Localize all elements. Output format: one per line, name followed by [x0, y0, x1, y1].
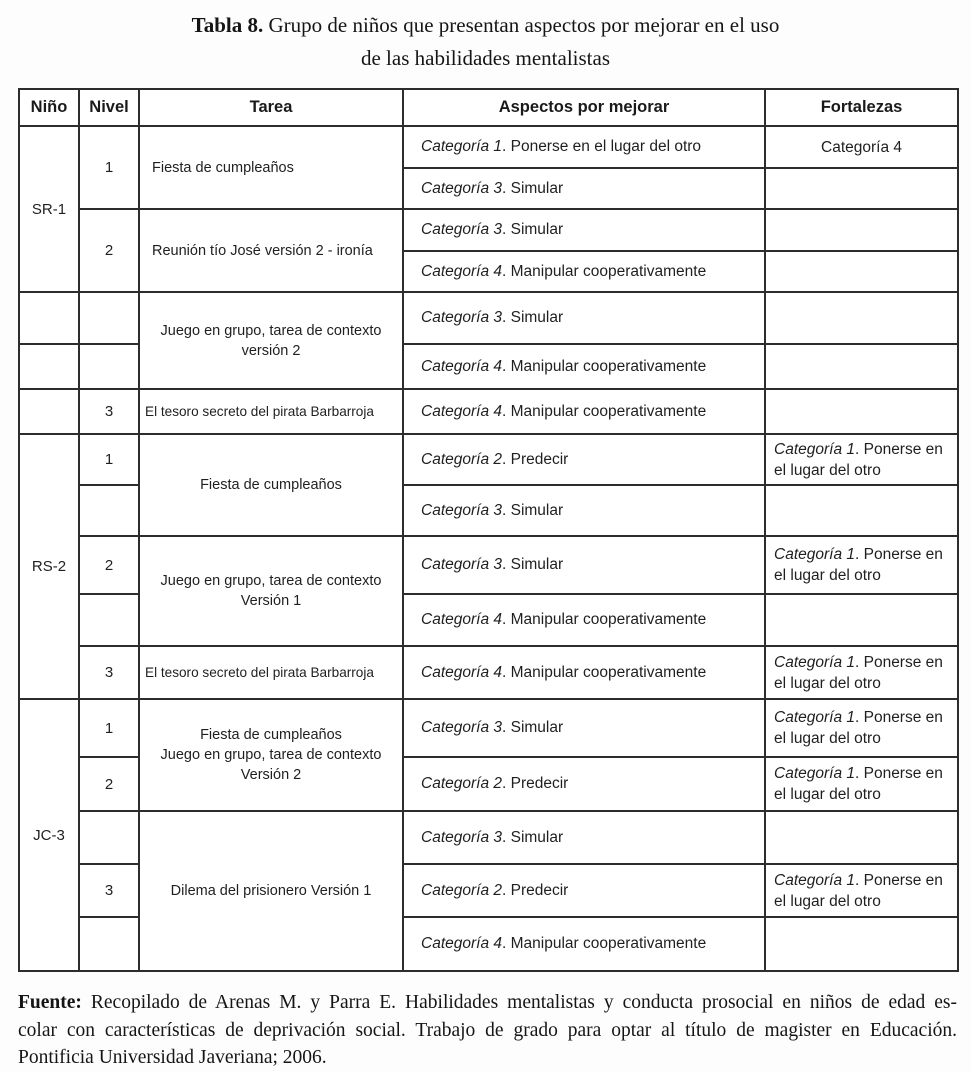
table-row — [19, 811, 958, 864]
nino-cell: JC-3 — [19, 699, 79, 971]
source-note — [18, 989, 957, 1072]
empty-cell — [19, 389, 79, 434]
aspecto-cell — [403, 536, 765, 594]
tarea-line: Versión 1 — [240, 593, 302, 609]
categoria-label: Categoría 3 — [421, 309, 502, 326]
tarea-cell: El tesoro secreto del pirata Barbarroja — [139, 389, 403, 434]
aspecto-text: . Simular — [502, 828, 564, 846]
tarea-line: Dilema del prisionero Versión 1 — [170, 883, 372, 899]
categoria-label: Categoría 3 — [421, 501, 502, 519]
fortaleza-text: . Ponerse en el lugar del otro — [774, 653, 943, 692]
tarea-line: versión 2 — [241, 342, 301, 359]
empty-cell — [79, 292, 139, 344]
categoria-label: Categoría 1 — [774, 546, 855, 563]
nivel-cell: 3 — [79, 389, 139, 434]
aspecto-cell — [403, 126, 765, 168]
tarea-line: Juego en grupo, tarea de contexto — [160, 322, 382, 339]
aspecto-text: . Predecir — [502, 775, 569, 792]
fortaleza-cell — [765, 536, 958, 594]
categoria-label: Categoría 4 — [421, 357, 502, 375]
empty-cell — [765, 485, 958, 536]
categoria-label: Categoría 1 — [774, 709, 855, 726]
tarea-line: Fiesta de cumpleaños — [200, 477, 342, 493]
fortaleza-cell — [765, 646, 958, 699]
aspecto-text: . Simular — [502, 501, 564, 519]
categoria-label: Categoría 2 — [421, 775, 502, 792]
categoria-label: Categoría 3 — [421, 719, 502, 736]
column-header-nivel: Nivel — [79, 89, 139, 126]
title-text: Grupo de niños que presentan aspectos por mejorar en el uso — [268, 13, 780, 37]
aspecto-text: . Manipular cooperativamente — [502, 262, 707, 280]
tarea-cell — [139, 292, 403, 389]
nivel-cell: 2 — [79, 536, 139, 594]
empty-cell — [19, 292, 79, 344]
nivel-cell: 2 — [79, 757, 139, 811]
categoria-label: Categoría 2 — [421, 881, 502, 899]
fortaleza-text: . Ponerse en el lugar del otro — [774, 765, 943, 803]
tarea-cell — [139, 699, 403, 811]
tarea-line: Fiesta de cumpleaños — [200, 727, 342, 743]
nivel-cell: 3 — [79, 646, 139, 699]
categoria-label: Categoría 3 — [421, 556, 502, 573]
page-title — [10, 9, 961, 75]
aspecto-text: . Predecir — [502, 881, 569, 899]
aspecto-cell — [403, 757, 765, 811]
aspecto-text: . Manipular cooperativamente — [502, 402, 707, 420]
aspecto-cell — [403, 811, 765, 864]
table-row — [19, 209, 958, 251]
table-row — [19, 389, 958, 434]
nivel-cell: 2 — [79, 209, 139, 292]
aspecto-cell — [403, 434, 765, 485]
aspecto-cell — [403, 594, 765, 646]
tarea-cell: Fiesta de cumpleaños — [139, 126, 403, 209]
table-row — [19, 434, 958, 485]
tarea-line: Juego en grupo, tarea de contexto — [160, 747, 382, 763]
empty-cell — [765, 251, 958, 292]
fortaleza-cell — [765, 757, 958, 811]
categoria-label: Categoría 1 — [421, 138, 502, 155]
aspecto-text: . Predecir — [502, 450, 569, 468]
empty-cell — [765, 594, 958, 646]
empty-cell — [79, 917, 139, 971]
aspecto-text: . Simular — [502, 179, 564, 197]
tarea-cell — [139, 434, 403, 536]
tarea-cell — [139, 811, 403, 971]
aspecto-text: . Simular — [502, 221, 564, 238]
header-row — [19, 89, 958, 126]
nino-cell: SR-1 — [19, 126, 79, 292]
title-line-2: de las habilidades mentalistas — [360, 46, 611, 70]
categoria-label: Categoría 1 — [774, 653, 855, 671]
tarea-line: Versión 2 — [240, 767, 302, 783]
empty-cell — [765, 811, 958, 864]
fortaleza-text: . Ponerse en el lugar del otro — [774, 546, 943, 584]
column-header-nino: Niño — [19, 89, 79, 126]
empty-cell — [19, 344, 79, 389]
fortaleza-text: . Ponerse en el lugar del otro — [774, 440, 943, 479]
nino-cell: RS-2 — [19, 434, 79, 699]
fortaleza-text: . Ponerse en el lugar del otro — [774, 871, 943, 910]
title-line-1 — [10, 9, 961, 42]
source-line-1 — [18, 989, 957, 1017]
fortaleza-cell — [765, 434, 958, 485]
aspecto-cell — [403, 389, 765, 434]
aspecto-text: . Manipular cooperativamente — [502, 611, 707, 628]
table-row — [19, 536, 958, 594]
column-header-aspectos: Aspectos por mejorar — [403, 89, 765, 126]
nivel-cell: 1 — [79, 699, 139, 757]
aspecto-cell — [403, 864, 765, 917]
fortaleza-cell: Categoría 4 — [765, 126, 958, 168]
tarea-cell — [139, 536, 403, 646]
table-row — [19, 646, 958, 699]
aspecto-cell — [403, 168, 765, 209]
categoria-label: Categoría 4 — [421, 663, 502, 681]
nivel-cell: 1 — [79, 126, 139, 209]
aspecto-cell — [403, 292, 765, 344]
tarea-line: Juego en grupo, tarea de contexto — [160, 573, 382, 589]
categoria-label: Categoría 3 — [421, 221, 502, 238]
empty-cell — [79, 594, 139, 646]
aspecto-cell — [403, 344, 765, 389]
empty-cell — [765, 168, 958, 209]
tarea-cell: Reunión tío José versión 2 - ironía — [139, 209, 403, 292]
aspecto-text: . Simular — [502, 309, 564, 326]
table-row — [19, 699, 958, 757]
aspecto-text: . Ponerse en el lugar del otro — [502, 138, 702, 155]
aspecto-text: . Simular — [502, 556, 564, 573]
empty-cell — [765, 292, 958, 344]
aspecto-cell — [403, 699, 765, 757]
tarea-cell: El tesoro secreto del pirata Barbarroja — [139, 646, 403, 699]
table-row — [19, 126, 958, 168]
empty-cell — [765, 344, 958, 389]
source-label: Fuente: — [18, 992, 82, 1013]
aspecto-text: . Manipular cooperativamente — [502, 935, 707, 952]
aspecto-text: . Manipular cooperativamente — [502, 357, 707, 375]
empty-cell — [79, 344, 139, 389]
categoria-label: Categoría 2 — [421, 450, 502, 468]
empty-cell — [79, 811, 139, 864]
nivel-cell: 1 — [79, 434, 139, 485]
categoria-label: Categoría 1 — [774, 440, 855, 458]
source-line-2: colar con características de deprivación social. Trabajo de grado para optar al título de magister en Educación. — [18, 1019, 957, 1041]
categoria-label: Categoría 1 — [774, 871, 855, 889]
categoria-label: Categoría 4 — [421, 262, 502, 280]
column-header-fortalezas: Fortalezas — [765, 89, 958, 126]
categoria-label: Categoría 4 — [421, 935, 502, 952]
aspecto-text: . Simular — [502, 719, 564, 736]
aspecto-cell — [403, 917, 765, 971]
empty-cell — [765, 917, 958, 971]
aspecto-cell — [403, 485, 765, 536]
aspecto-cell — [403, 646, 765, 699]
title-table-number: Tabla 8. — [191, 13, 264, 37]
aspecto-text: . Manipular cooperativamente — [502, 663, 707, 681]
table-row — [19, 292, 958, 344]
categoria-label: Categoría 3 — [421, 828, 502, 846]
categoria-label: Categoría 4 — [421, 402, 502, 420]
fortaleza-cell — [765, 864, 958, 917]
data-table — [18, 88, 959, 972]
source-text: Recopilado de Arenas M. y Parra E. Habilidades mentalistas y conducta prosocial en niños de edad es- — [90, 992, 957, 1013]
empty-cell — [765, 389, 958, 434]
aspecto-cell — [403, 209, 765, 251]
fortaleza-text: . Ponerse en el lugar del otro — [774, 709, 943, 747]
nivel-cell: 3 — [79, 864, 139, 917]
empty-cell — [79, 485, 139, 536]
empty-cell — [765, 209, 958, 251]
categoria-label: Categoría 3 — [421, 179, 502, 197]
column-header-tarea: Tarea — [139, 89, 403, 126]
source-line-3: Pontificia Universidad Javeriana; 2006. — [18, 1047, 327, 1068]
fortaleza-cell — [765, 699, 958, 757]
aspecto-cell — [403, 251, 765, 292]
categoria-label: Categoría 1 — [774, 765, 855, 782]
categoria-label: Categoría 4 — [421, 611, 502, 628]
